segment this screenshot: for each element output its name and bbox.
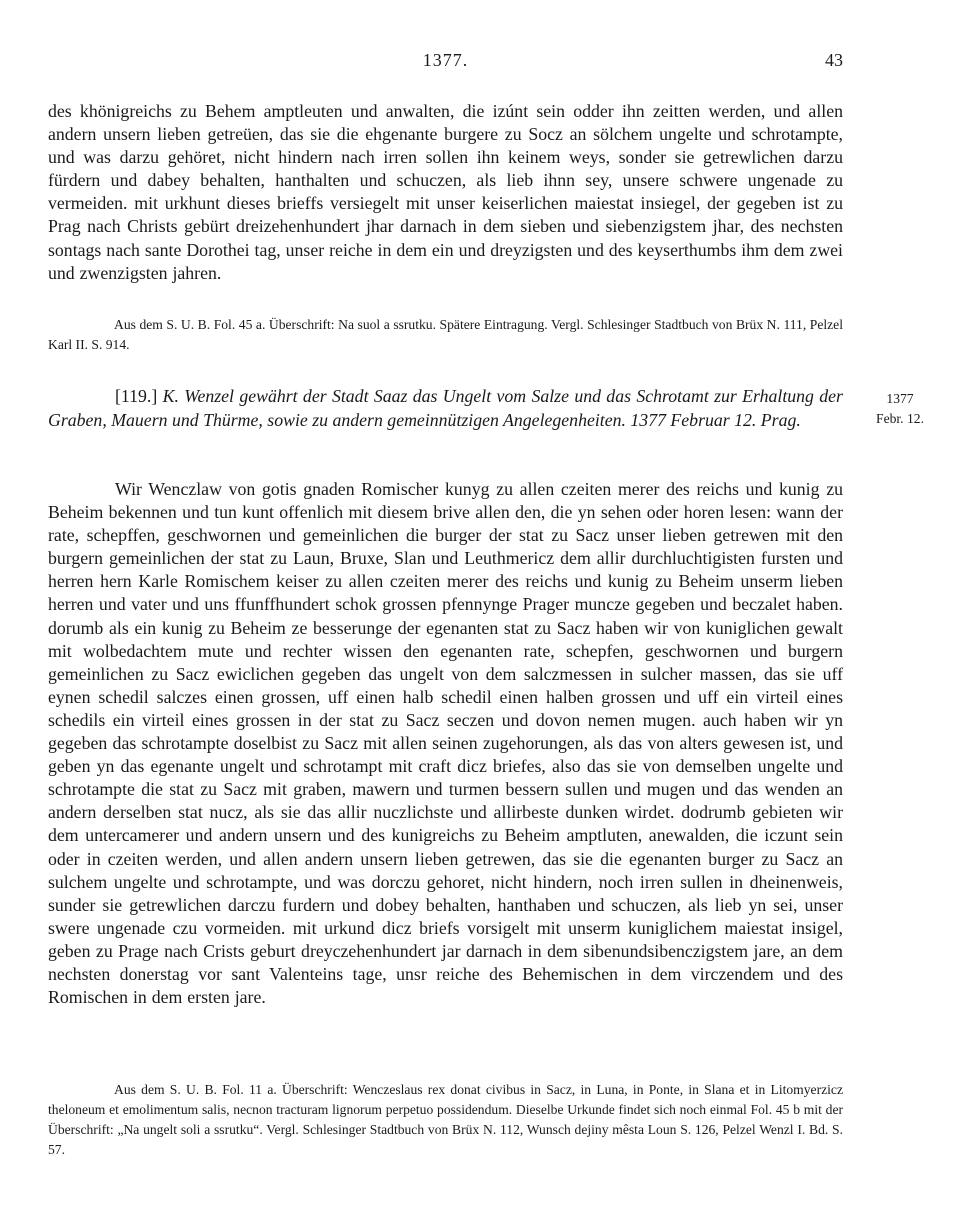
continued-text-block xyxy=(48,100,843,285)
main-paragraph: Wir Wenczlaw von gotis gnaden Romischer kunyg zu allen czeiten merer des reichs und kunig zu Beheim bekennen und tun kunt offenlich mit diesem brive allen den, die yn sehen oder horen lesen: wann der rate, schepffen, geschwornen und gemeinlichen die burger der stat zu Sacz unser lieben getrewen mit den burgern gemeinlichen der stat zu Laun, Bruxe, Slan und Leuthmericz dem allir durchluchtigisten fursten und herren hern Karle Romischem keiser zu allen czeiten merer des reichs und kunig zu Beheim unserm lieben herren und vater und uns ffunffhundert schok grossen pfennynge Prager muncze gegeben und beczalet haben. dorumb als ein kunig zu Beheim ze besserunge der egenanten stat zu Sacz haben wir von kuniglichen gewalt mit wolbedachtem mute und rechter wissen den egenanten rate, schepfen, geschwornen und burgern gemeinlichen zu Sacz ewiclichen gegeben das ungelt von dem salczmessen in sulcher massen, das sie uff eynen schedil salczes einen grossen, uff einen halb schedil einen halben grossen und uff ein virteil eines schedils ein virteil eines grossen in der stat zu Sacz seczen und dovon nemen mugen. auch haben wir yn gegeben das schrotampte doselbist zu Sacz mit allen seinen zugehorungen, als das von alters gewesen ist, und geben yn das egenante ungelt und schrotampt mit craft dicz briefes, also das sie von demselben ungelte und schrotampte die stat zu Sacz mit graben, mawern und turmen bessern sullen und mugen und das wenden an andern derselben stat nucz, als sie das allir nuczlichste und allirbeste dunken wirdet. dodrumb gebieten wir dem untercamerer und andern unsern und des kunigreichs zu Beheim amptluten, anewalden, die iczunt sein oder in czeiten werden, und allen andern unsern lieben getrewen, das sie die egenanten burger zu Sacz an sulchem ungelte und schrotampte, und was dorczu gehoret, nicht hindern, noch irren sullen in dheinenweis, sunder sie getrewlichen darczu furdern und dobey behalten, hanthaben und schuczen, als lieb yn sei, unser swere ungenade czu vormeiden. mit urkund dicz briefs vorsigelt mit unserm kuniglichem maiestat insigel, geben zu Prage nach Crists geburt dreyczehenhundert jar darnach in dem sibenundsibenczigstem jare, an dem nechsten donerstag vor sant Valenteins tage, unsr reiche des Behemischen in dem virczendem und des Romischen in dem ersten jare. xyxy=(48,479,843,1008)
entry-number: [119.] xyxy=(115,386,158,406)
entry-king-abbrev: K. xyxy=(162,386,179,406)
continued-paragraph: des khönigreichs zu Behem amptleuten und anwalten, die izúnt sein odder ihn zeitten werden, und allen andern unsern lieben getreüen, das sie die ehgenante burgere zu Socz an sölchem ungelte und schrotampte, und was darzu gehöret, nicht hindern nach irren sollen ihn keinem weys, sonder sie getrewlichen darzu fürdern und dabey behalten, hanthalten und schuczen, als lieb ihnn sey, unsere schwere ungenade zu vermeiden. mit urkhunt dieses brieffs versiegelt mit unser keiserlichen maiestat insiegel, der gegeben ist zu Prag nach Christs gebürt dreizehenhundert jhar darnach in dem sieben und siebenzigstem jhar, des nechsten sontags nach sante Dorothei tag, unser reiche in dem ein und dreyzigsten und des keyserthumbs ihm dem zwei und zwenzigsten jahren. xyxy=(48,101,843,283)
margin-date: Febr. 12. xyxy=(876,411,924,426)
main-text-block xyxy=(48,478,843,1009)
page-number: 43 xyxy=(825,50,843,70)
source-note-1: Aus dem S. U. B. Fol. 45 a. Überschrift: Na suol a ssrutku. Spätere Eintragung. Vergl. Schlesinger Stadtbuch von Brüx N. 111, Pelzel Karl II. S. 914. xyxy=(48,317,843,352)
footnote-2-block xyxy=(48,1080,843,1160)
footnote-1-block xyxy=(48,315,843,355)
page-header xyxy=(48,50,843,74)
margin-year: 1377 xyxy=(886,391,914,406)
entry-title: Wenzel gewährt der Stadt Saaz das Ungelt vom Salze und das Schrotamt zur Erhaltung der Graben, Mauern und Thürme, sowie zu andern gemeinnützigen Angelegenheiten. 1377 Februar 12. Prag. xyxy=(48,386,843,430)
header-year: 1377. xyxy=(422,50,469,70)
entry-heading-block xyxy=(48,385,843,432)
source-note-2: Aus dem S. U. B. Fol. 11 a. Überschrift: Wenczeslaus rex donat civibus in Sacz, in Luna, in Ponte, in Slana et in Litomyerzicz theloneum et emolimentum salis, necnon tracturam lignorum perpetuo possidendum. Dieselbe Urkunde findet sich noch einmal Fol. 45 b mit der Überschrift: „Na ungelt soli a ssrutku“. Vergl. Schlesinger Stadtbuch von Brüx N. 112, Wunsch dejiny mêsta Loun S. 126, Pelzel Wenzl I. Bd. S. 57. xyxy=(48,1082,843,1157)
margin-date-note xyxy=(860,389,940,429)
entry-heading xyxy=(48,385,843,432)
